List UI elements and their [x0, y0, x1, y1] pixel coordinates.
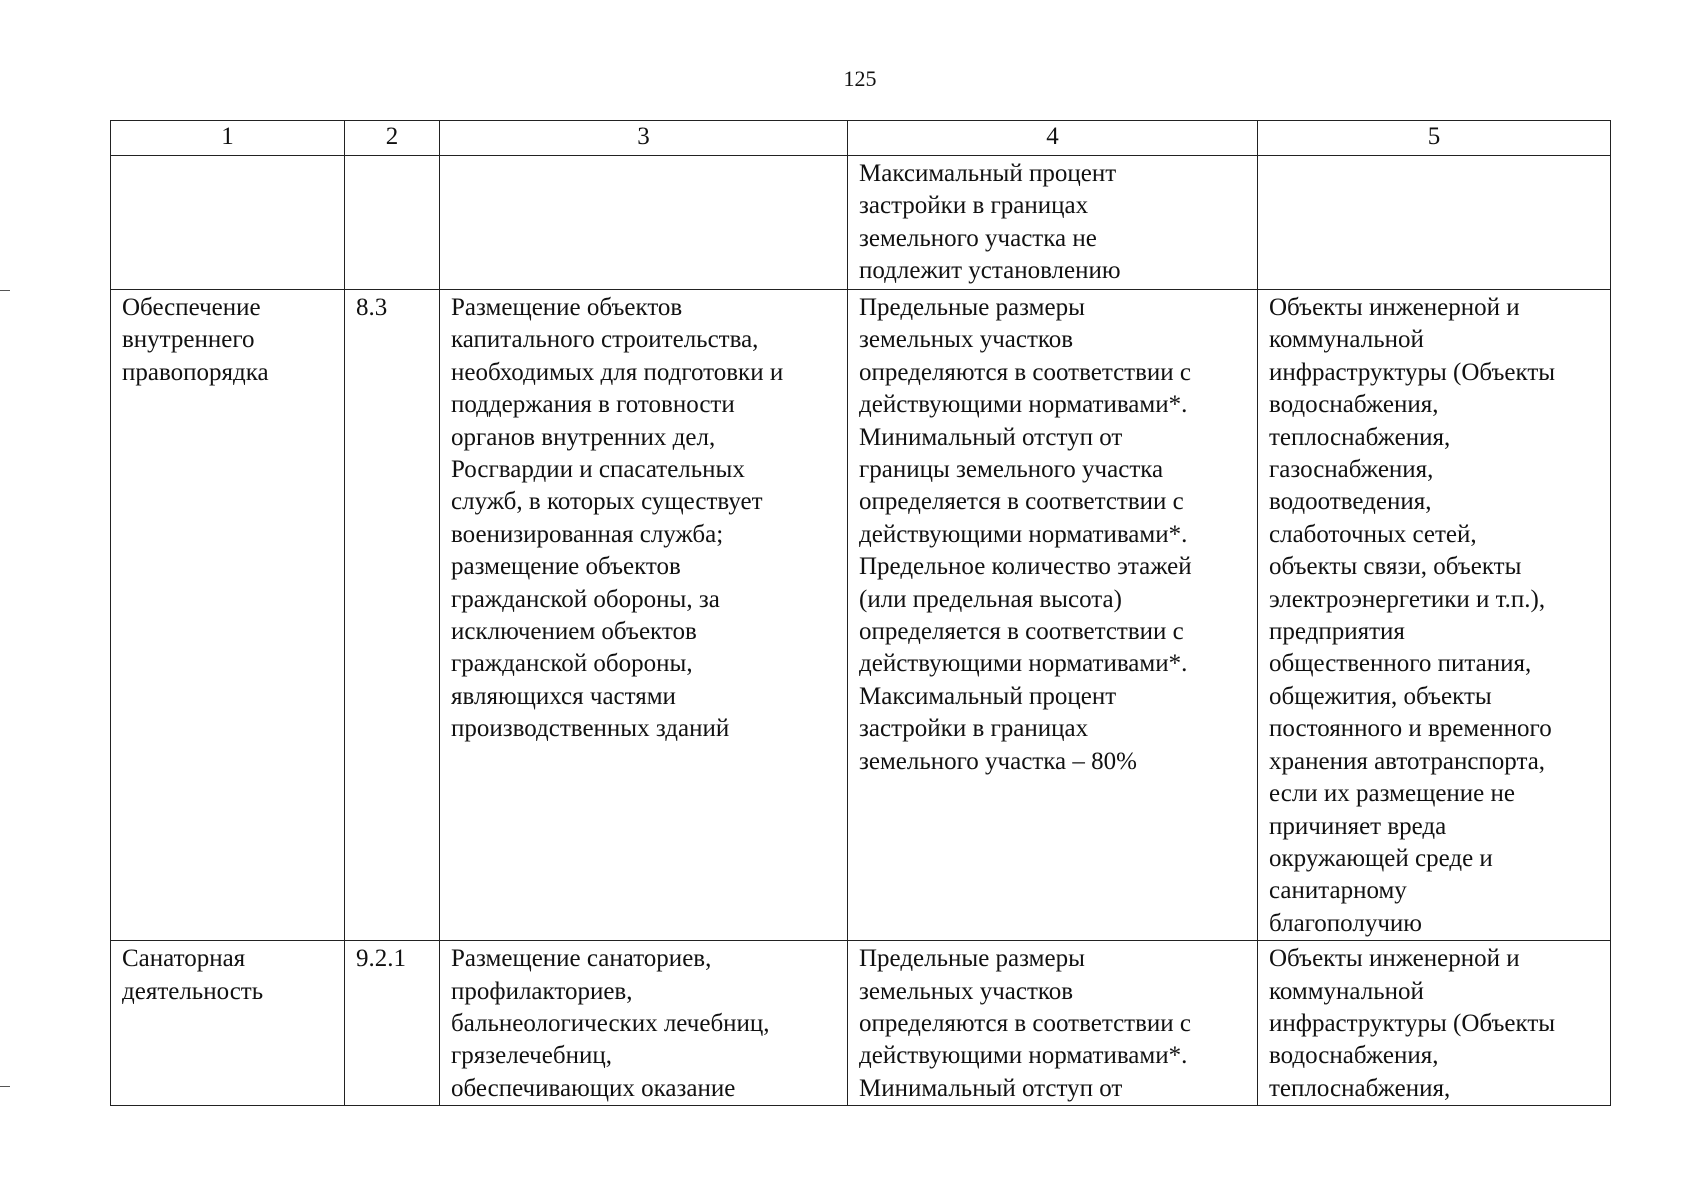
use-code-cell: 8.3 — [345, 290, 440, 941]
cell-text-line: земельного участка не — [859, 224, 1097, 252]
cell-text-line: внутреннего — [122, 326, 255, 354]
cell-text-line: Санаторная — [122, 945, 246, 973]
column-header-2: 2 — [345, 121, 440, 156]
cell-text-line: Предельные размеры — [859, 294, 1085, 321]
auxiliary-uses-cell — [1258, 156, 1611, 290]
cell-text-line: Размещение объектов — [451, 294, 683, 321]
cell-text-line: теплоснабжения, — [1269, 423, 1451, 451]
cell-text-line: электроэнергетики и т.п.), — [1269, 585, 1546, 613]
cell-text-line: Минимальный отступ от — [859, 423, 1123, 451]
use-name-cell — [111, 156, 345, 290]
column-header-5: 5 — [1258, 121, 1611, 156]
cell-text-line: гражданской обороны, — [451, 650, 693, 678]
column-header-3: 3 — [440, 121, 848, 156]
auxiliary-uses-cell — [1258, 941, 1611, 1106]
cell-text-line: бальнеологических лечебниц, — [451, 1009, 770, 1037]
cell-text-line: органов внутренних дел, — [451, 423, 716, 451]
cell-text-line: газоснабжения, — [1269, 456, 1434, 484]
cell-text-line: предприятия — [1269, 618, 1405, 646]
cell-text-line: действующими нормативами*. — [859, 650, 1188, 678]
cell-text-line: земельного участка – 80% — [859, 747, 1137, 775]
cell-text-line: профилакториев, — [451, 977, 633, 1005]
column-header-1: 1 — [111, 121, 345, 156]
cell-text-line: застройки в границах — [859, 715, 1089, 743]
cell-text-line: грязелечебниц, — [451, 1042, 612, 1070]
use-code-cell: 9.2.1 — [345, 941, 440, 1106]
cell-text-line: водоснабжения, — [1269, 391, 1439, 419]
cell-text-line: водоотведения, — [1269, 488, 1432, 516]
cell-text-line: инфраструктуры (Объекты — [1269, 1009, 1556, 1037]
cell-text-line: действующими нормативами*. — [859, 1042, 1188, 1070]
cell-text-line: водоснабжения, — [1269, 1042, 1439, 1070]
cell-text-line: (или предельная высота) — [859, 585, 1122, 613]
cell-text-line: подлежит установлению — [859, 257, 1121, 285]
building-parameters-cell — [848, 156, 1258, 290]
cell-text-line: застройки в границах — [859, 192, 1089, 220]
header-row — [111, 121, 1611, 156]
cell-text-line: теплоснабжения, — [1269, 1074, 1451, 1102]
cell-text-line: Предельные размеры — [859, 945, 1085, 973]
cell-text-line: коммунальной — [1269, 977, 1424, 1005]
cell-text-line: военизированная служба; — [451, 520, 724, 548]
cell-text-line: инфраструктуры (Объекты — [1269, 358, 1556, 386]
cell-text-line: капитального строительства, — [451, 326, 759, 354]
cell-text-line: постоянного и временного — [1269, 715, 1552, 743]
use-description-cell — [440, 290, 848, 941]
use-name-cell — [111, 290, 345, 941]
cell-text-line: производственных зданий — [451, 715, 730, 743]
table-row — [111, 156, 1611, 290]
use-name-cell — [111, 941, 345, 1106]
cell-text-line: Объекты инженерной и — [1269, 945, 1520, 973]
cell-text-line: Росгвардии и спасательных — [451, 456, 745, 484]
scan-margin-mark — [0, 290, 10, 291]
cell-text-line: гражданской обороны, за — [451, 585, 720, 613]
cell-text-line: коммунальной — [1269, 326, 1424, 354]
cell-text-line: Минимальный отступ от — [859, 1074, 1123, 1102]
scan-margin-mark — [0, 1086, 10, 1087]
cell-text-line: если их размещение не — [1269, 780, 1516, 808]
page-number: 125 — [843, 66, 877, 91]
cell-text-line: Максимальный процент — [859, 682, 1117, 710]
cell-text-line: определяется в соответствии с — [859, 618, 1184, 646]
cell-text-line: общественного питания, — [1269, 650, 1532, 678]
cell-text-line: объекты связи, объекты — [1269, 553, 1522, 581]
cell-text-line: являющихся частями — [451, 682, 676, 710]
cell-text-line: деятельность — [122, 977, 264, 1005]
cell-text-line: хранения автотранспорта, — [1269, 747, 1546, 775]
cell-text-line: санитарному — [1269, 877, 1407, 905]
table-row — [111, 290, 1611, 941]
cell-text-line: границы земельного участка — [859, 456, 1164, 484]
cell-text-line: определяется в соответствии с — [859, 488, 1184, 516]
cell-text-line: Предельное количество этажей — [859, 553, 1192, 581]
cell-text-line: Максимальный процент — [859, 160, 1117, 187]
cell-text-line: обеспечивающих оказание — [451, 1074, 736, 1102]
cell-text-line: Объекты инженерной и — [1269, 294, 1520, 321]
cell-text-line: общежития, объекты — [1269, 682, 1492, 710]
cell-text-line: правопорядка — [122, 358, 269, 386]
cell-text-line: определяются в соответствии с — [859, 358, 1192, 386]
cell-text-line: благополучию — [1269, 909, 1422, 937]
building-parameters-cell — [848, 941, 1258, 1106]
cell-text-line: поддержания в готовности — [451, 391, 735, 419]
cell-text-line: исключением объектов — [451, 618, 697, 646]
cell-text-line: действующими нормативами*. — [859, 520, 1188, 548]
table-header — [111, 121, 1611, 156]
cell-text-line: служб, в которых существует — [451, 488, 763, 516]
cell-text-line: причиняет вреда — [1269, 812, 1447, 840]
use-description-cell — [440, 156, 848, 290]
table-body — [111, 156, 1611, 1106]
cell-text-line: действующими нормативами*. — [859, 391, 1188, 419]
cell-text-line: определяются в соответствии с — [859, 1009, 1192, 1037]
cell-text-line: Размещение санаториев, — [451, 945, 712, 973]
cell-text-line: Обеспечение — [122, 294, 261, 321]
use-description-cell — [440, 941, 848, 1106]
building-parameters-cell — [848, 290, 1258, 941]
cell-text-line: размещение объектов — [451, 553, 681, 581]
table-row — [111, 941, 1611, 1106]
auxiliary-uses-cell — [1258, 290, 1611, 941]
cell-text-line: необходимых для подготовки и — [451, 358, 784, 386]
use-code-cell — [345, 156, 440, 290]
land-use-table — [110, 120, 1611, 1106]
cell-text-line: земельных участков — [859, 326, 1074, 354]
column-header-4: 4 — [848, 121, 1258, 156]
cell-text-line: земельных участков — [859, 977, 1074, 1005]
cell-text-line: окружающей среде и — [1269, 844, 1493, 872]
cell-text-line: слаботочных сетей, — [1269, 520, 1477, 548]
